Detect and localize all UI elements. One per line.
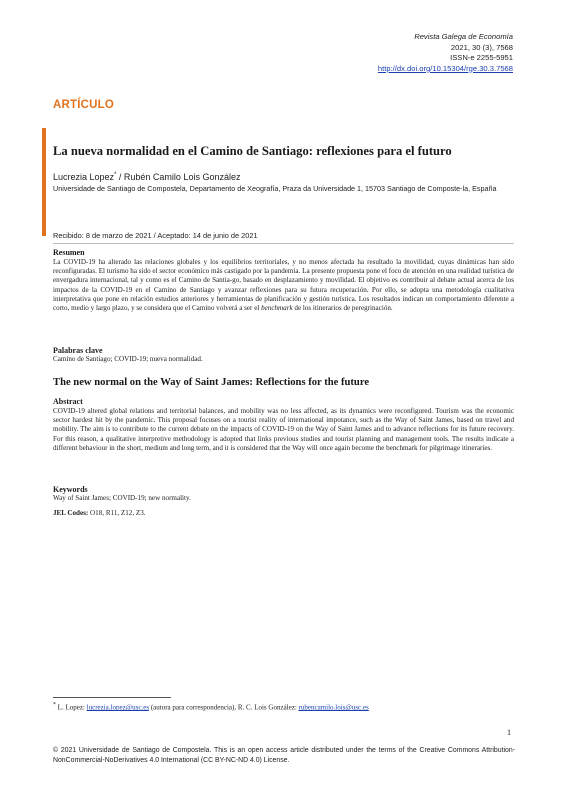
palabras-clave-heading: Palabras clave [53, 346, 103, 355]
title-accent-bar [42, 128, 46, 236]
resumen-ending: de los itinerarios de peregrinación. [292, 304, 393, 313]
abstract-text: COVID-19 altered global relations and territorial balances, and mobility was no less affected, as its dynamics were reconfigured. Tourism was the economic sector hardest hit by the pandemic. This proposal focuses on a tourist reality of international impotance, such as the Way of Saint James, based on travel and mobility. The aim is to contribute to the current debate on the impacts of COVID-19 on the Way of Saint James and to advance reflections for its future recovery. For this reason, a qualitative interpretive methodology is adopted that links previous studies and tourist planning and management tools. The results indicate a different behaviour in the short, medium and long term, and it is considered that the Way will once again become the benchmark for pilgrimage itineraries. [53, 407, 514, 452]
keywords-text: Way of Saint James; COVID-19; new normality. [53, 494, 191, 502]
footnote [53, 702, 369, 711]
section-label: ARTÍCULO [53, 99, 115, 111]
keywords-heading: Keywords [53, 485, 88, 494]
journal-name: Revista Galega de Economía [414, 32, 513, 41]
abstract-heading: Abstract [53, 397, 83, 406]
resumen-body: La COVID-19 ha alterado las relaciones globales y los equilibrios territoriales, y no menos afectada ha resultado la movilidad, cuyas dinámicas han sido reconfiguradas. El turismo ha sido el sector económico más castigado por la pandemia. La presente propuesta pone el foco de atención en una realidad turística de envergadura internacional, tal y como es el Camino de Santia-go, basado en desplazamiento y movilidad. El objetivo es contribuir al debate actual acerca de los impactos de la COVID-19 en el Camino de Santiago y avanzar reflexiones para su futura recuperación. Por ello, se adopta una metodología cualitativa interpretativa que pone en relación estudios anteriores y herramientas de planificación y gestión turística. Los resultados indican un comportamiento diferente a corto, medio y largo plazo, y se considera que el Camino volverá a ser el [53, 258, 514, 313]
doi-link[interactable]: http://dx.doi.org/10.15304/rge.30.3.7568 [377, 63, 513, 73]
author-name: Rubén Camilo Lois González [123, 172, 241, 182]
palabras-clave-text: Camino de Santiago; COVID-19; nueva normalidad. [53, 355, 203, 363]
divider [53, 243, 514, 244]
journal-header [378, 32, 513, 74]
affiliation: Universidade de Santiago de Compostela, Departamento de Xeografía, Praza da Universidade 1, 15703 Santiago de Composte-la, España [53, 184, 497, 193]
author-name: Lucrezia Lopez [53, 172, 115, 182]
footnote-mark: * [53, 702, 56, 708]
english-title: The new normal on the Way of Saint James: Reflections for the future [53, 377, 370, 388]
resumen-italic-term: benchmark [261, 304, 293, 313]
resumen-heading: Resumen [53, 248, 85, 257]
footnote-prefix: L. Lopez: [55, 703, 87, 712]
footnote-middle: (autora para correspondencia), R. C. Lois González: [149, 703, 299, 712]
authors-line [53, 172, 240, 182]
journal-issn: ISSN-e 2255-5951 [450, 53, 513, 63]
footnote-divider [53, 697, 171, 698]
jel-code-list: O18, R11, Z12, Z3. [88, 509, 146, 517]
journal-volume: 2021, 30 (3), 7568 [450, 42, 513, 52]
page-number: 1 [507, 728, 511, 737]
jel-codes [53, 509, 514, 518]
license-notice: © 2021 Universidade de Santiago de Compostela. This is an open access article distributed under the terms of the Creative Commons Attribution-NonCommercial-NoDerivatives 4.0 International (CC BY-NC-ND 4.0) License. [53, 747, 515, 764]
corresponding-author-mark: * [114, 172, 117, 178]
jel-label: JEL Codes: [53, 509, 89, 517]
email-link[interactable]: lucrezia.lopez@usc.es [86, 703, 150, 712]
article-title: La nueva normalidad en el Camino de Santiago: reflexiones para el futuro [53, 144, 452, 158]
received-accepted-dates: Recibido: 8 de marzo de 2021 / Aceptado: 14 de junio de 2021 [53, 231, 258, 240]
email-link[interactable]: rubencamilo.lois@usc.es [298, 703, 369, 712]
resumen-text [53, 258, 514, 313]
author-separator: / [116, 172, 124, 182]
